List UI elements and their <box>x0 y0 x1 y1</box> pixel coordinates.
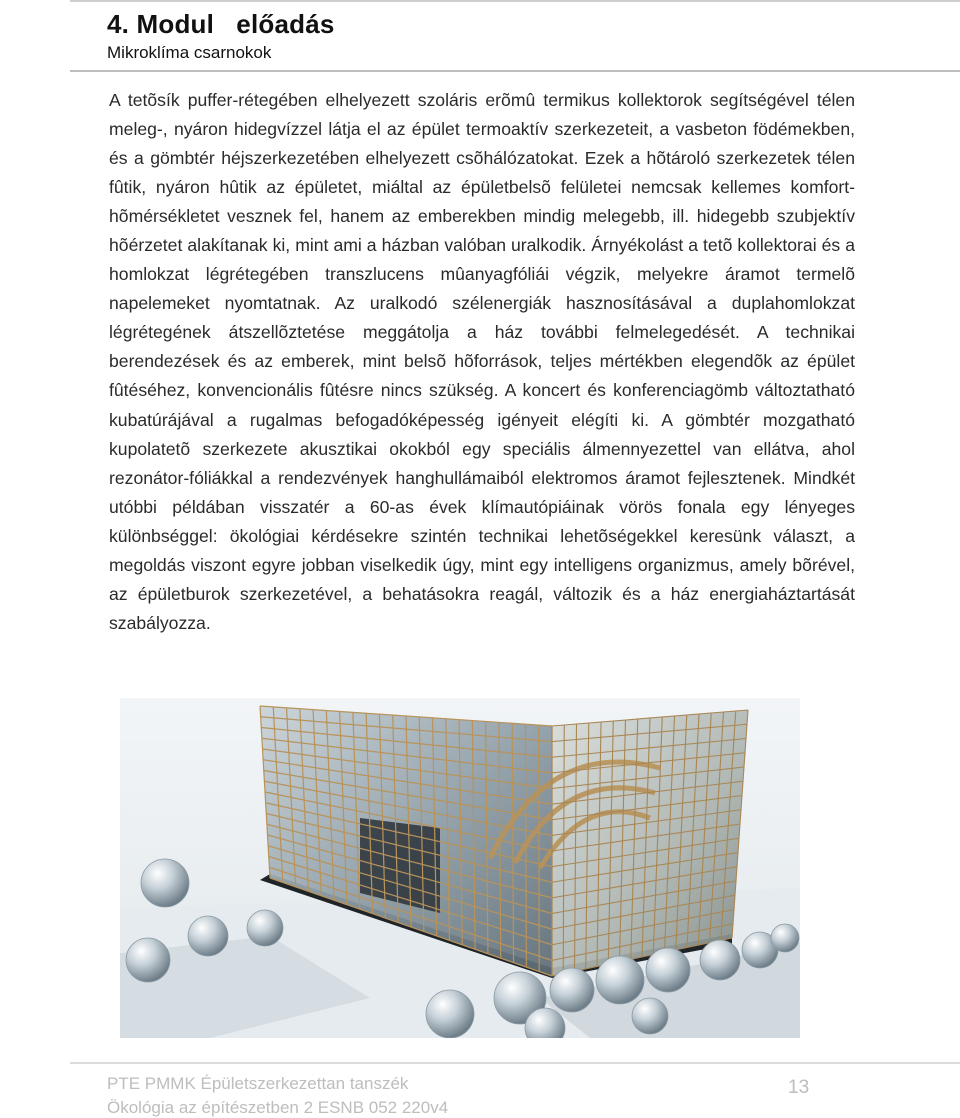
page-title: 4. Modul előadás <box>107 9 335 39</box>
glass-sphere <box>126 938 170 982</box>
glass-sphere <box>646 948 690 992</box>
glass-sphere <box>596 956 644 1004</box>
building-facade-right <box>552 710 748 976</box>
footer-rule <box>70 1062 960 1064</box>
footer-department: PTE PMMK Épületszerkezettan tanszék <box>107 1074 409 1093</box>
glass-sphere <box>771 924 799 952</box>
glass-sphere <box>247 910 283 946</box>
glass-sphere <box>188 916 228 956</box>
header-rule-bottom <box>70 70 960 72</box>
glass-sphere <box>550 968 594 1012</box>
glass-sphere <box>426 990 474 1038</box>
glass-sphere <box>700 940 740 980</box>
header-rule-top <box>70 0 960 2</box>
glass-sphere <box>141 859 189 907</box>
footer-course: Ökológia az építészetben 2 ESNB 052 220v4 <box>107 1098 449 1117</box>
glass-sphere <box>632 998 668 1034</box>
body-paragraph: A tetõsík puffer-rétegében elhelyezett szoláris erõmû termikus kollektorok segítségével télen meleg-, nyáron hidegvízzel látja el az épület termoaktív szerkezeteit, a vasbeton födémekben, és a gömbtér héjszerkezetében elhelyezett csõhálózatokat. Ezek a hõtároló szerkezetek télen fûtik, nyáron hûtik az épületet, miáltal az épületbelsõ felületei nemcsak kellemes komfort-hõmérsékletet vesznek fel, hanem az emberekben mindig melegebb, ill. hidegebb szubjektív hõérzetet alakítanak ki, mint ami a házban valóban uralkodik. Árnyékolást a tetõ kollektorai és a homlokzat légrétegében transzlucens mûanyagfóliái végzik, melyekre áramot termelõ napelemeket nyomtatnak. Az uralkodó szélenergiák hasznosításával a duplahomlokzat légrétegének átszellõztetése meggátolja a ház további felmelegedését. A technikai berendezések és az emberek, mint belsõ hõforrások, teljes mértékben elegendõk az épület fûtéséhez, konvencionális fûtésre nincs szükség. A koncert és konferenciagömb változtatható kubatúrájával a rugalmas befogadóképesség igényeit elégíti ki. A gömbtér mozgatható kupolatetõ szerkezete akusztikai okokból egy speciális álmennyezettel van ellátva, ahol rezonátor-fóliákkal a rendezvények hanghullámaiból elektromos áramot fejlesztenek. Mindkét utóbbi példában visszatér a 60-as évek klímautópiáinak vörös fonala egy lényeges különbséggel: ökológiai kérdésekre szintén technikai lehetõségekkel keresünk választ, a megoldás viszont egyre jobban viselkedik úgy, mint egy intelligens organizmus, amely bõrével, az épületburok szerkezetével, a behatásokra reagál, változik és a ház energiaháztartását szabályozza. <box>109 90 855 633</box>
page-subtitle: Mikroklíma csarnokok <box>107 43 272 62</box>
building-rendering-image <box>120 698 800 1038</box>
page-number: 13 <box>788 1077 810 1098</box>
